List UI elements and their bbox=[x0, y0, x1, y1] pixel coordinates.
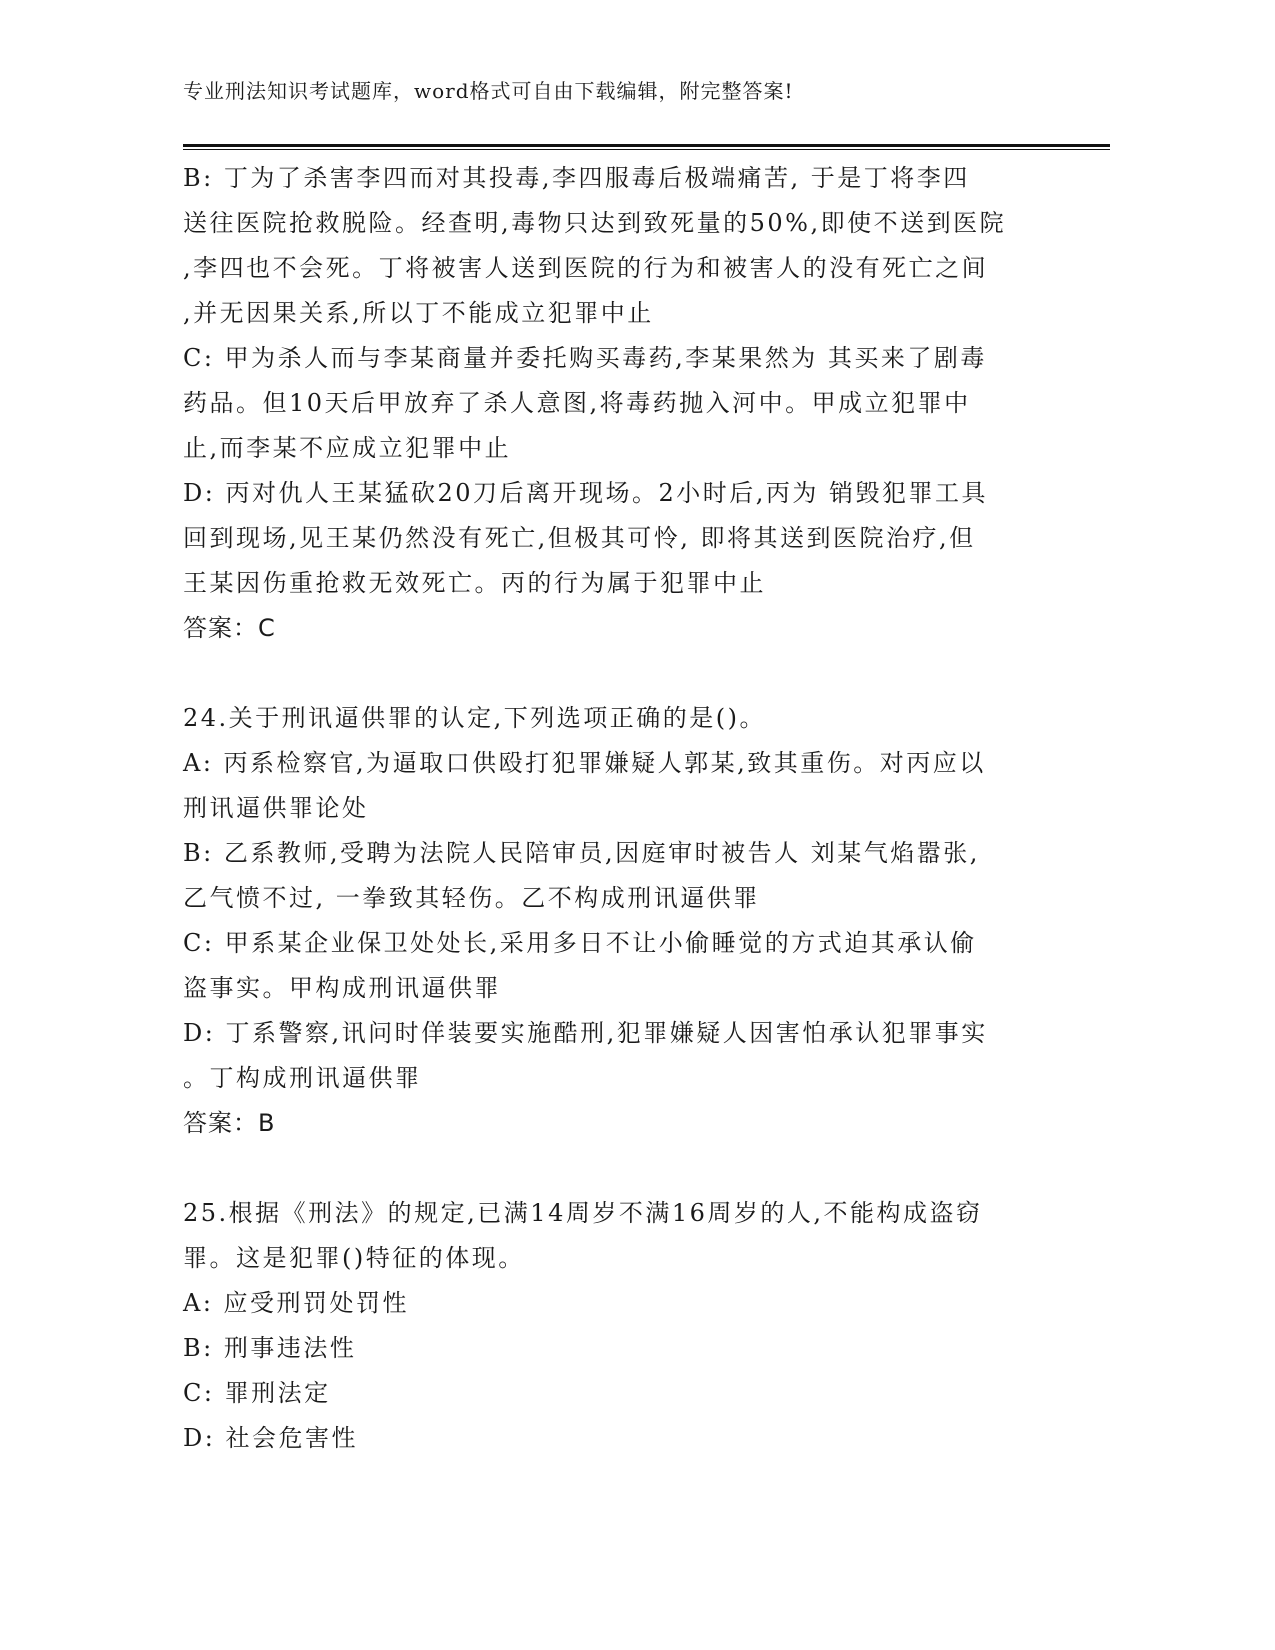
text-line: D: 丁系警察,讯问时佯装要实施酷刑,犯罪嫌疑人因害怕承认犯罪事实 bbox=[183, 1019, 988, 1047]
question-content bbox=[183, 156, 1043, 1461]
text-line: B: 丁为了杀害李四而对其投毒,李四服毒后极端痛苦, 于是丁将李四 bbox=[183, 164, 970, 192]
text-line: 回到现场,见王某仍然没有死亡,但极其可怜, 即将其送到医院治疗,但 bbox=[183, 524, 976, 552]
text-line: 王某因伤重抢救无效死亡。丙的行为属于犯罪中止 bbox=[183, 569, 766, 597]
block-spacer bbox=[183, 1146, 1043, 1191]
header-note: 专业刑法知识考试题库，word格式可自由下载编辑，附完整答案! bbox=[183, 79, 794, 103]
text-line: C: 甲为杀人而与李某商量并委托购买毒药,李某果然为 其买来了剧毒 bbox=[183, 344, 987, 372]
text-line: 药品。但10天后甲放弃了杀人意图,将毒药抛入河中。甲成立犯罪中 bbox=[183, 389, 971, 417]
text-line: D: 丙对仇人王某猛砍20刀后离开现场。2小时后,丙为 销毁犯罪工具 bbox=[183, 479, 989, 507]
text-line: ,李四也不会死。丁将被害人送到医院的行为和被害人的没有死亡之间 bbox=[183, 254, 989, 282]
text-line: 刑讯逼供罪论处 bbox=[183, 794, 369, 822]
question-block bbox=[183, 696, 1043, 1146]
text-line: 24.关于刑讯逼供罪的认定,下列选项正确的是()。 bbox=[183, 704, 767, 732]
text-line: A: 丙系检察官,为逼取口供殴打犯罪嫌疑人郭某,致其重伤。对丙应以 bbox=[183, 749, 986, 777]
text-line: 25.根据《刑法》的规定,已满14周岁不满16周岁的人,不能构成盗窃 bbox=[183, 1199, 983, 1227]
text-line: ,并无因果关系,所以丁不能成立犯罪中止 bbox=[183, 299, 654, 327]
text-line: C: 甲系某企业保卫处处长,采用多日不让小偷睡觉的方式迫其承认偷 bbox=[183, 929, 977, 957]
text-line: C: 罪刑法定 bbox=[183, 1379, 331, 1407]
text-line: 止,而李某不应成立犯罪中止 bbox=[183, 434, 512, 462]
text-line: B: 乙系教师,受聘为法院人民陪审员,因庭审时被告人 刘某气焰嚣张, bbox=[183, 839, 980, 867]
text-line: 罪。这是犯罪()特征的体现。 bbox=[183, 1244, 525, 1272]
block-spacer bbox=[183, 651, 1043, 696]
text-line: 乙气愤不过, 一拳致其轻伤。乙不构成刑讯逼供罪 bbox=[183, 884, 760, 912]
text-line: 盗事实。甲构成刑讯逼供罪 bbox=[183, 974, 501, 1002]
header-rule-thick bbox=[183, 144, 1110, 147]
text-line: A: 应受刑罚处罚性 bbox=[183, 1289, 410, 1317]
text-line: B: 刑事违法性 bbox=[183, 1334, 357, 1362]
text-line: D: 社会危害性 bbox=[183, 1424, 358, 1452]
header-rule-thin bbox=[183, 149, 1110, 150]
text-line: 。丁构成刑讯逼供罪 bbox=[183, 1064, 422, 1092]
answer-line: 答案：C bbox=[183, 614, 276, 642]
question-block bbox=[183, 156, 1043, 651]
answer-line: 答案：B bbox=[183, 1109, 276, 1137]
text-line: 送往医院抢救脱险。经查明,毒物只达到致死量的50%,即使不送到医院 bbox=[183, 209, 1007, 237]
question-block bbox=[183, 1191, 1043, 1461]
